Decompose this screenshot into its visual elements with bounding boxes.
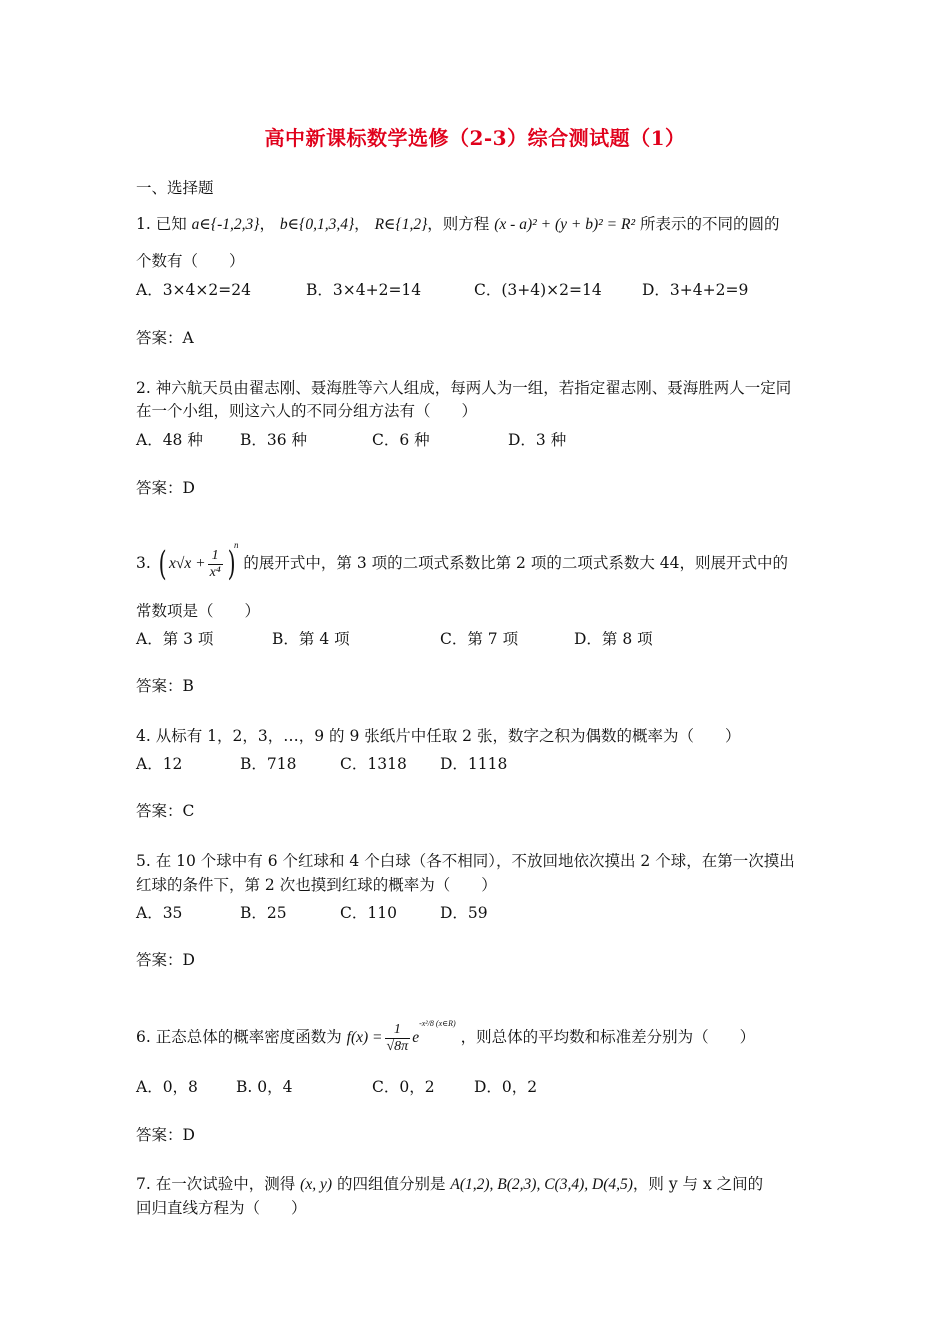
q4-option-a: A．12 bbox=[136, 755, 183, 773]
q6-answer-value: D bbox=[182, 1126, 195, 1144]
right-paren: ) bbox=[227, 544, 236, 585]
question-7-line-1 bbox=[136, 1174, 763, 1195]
question-5-line-1: 5. 在 10 个球中有 6 个红球和 4 个白球（各不相同），不放回地依次摸出 2 个球，在第一次摸出 bbox=[136, 852, 795, 870]
question-1-line-2: 个数有（ ） bbox=[136, 252, 245, 270]
q6-text: ，则总体的平均数和标准差分别为（ ） bbox=[460, 1028, 756, 1047]
q5-option-a: A．35 bbox=[136, 904, 183, 922]
q6-exponent: -x²/8 (x∈R) bbox=[419, 1019, 456, 1028]
q1-equation: (x - a)² + (y + b)² = R² bbox=[494, 216, 636, 233]
q1-answer-value: A bbox=[182, 329, 194, 347]
q5-option-d: D．59 bbox=[440, 904, 488, 922]
question-2-line-2: 在一个小组，则这六人的不同分组方法有（ ） bbox=[136, 402, 478, 420]
question-2-line-1: 2. 神六航天员由翟志刚、聂海胜等六人组成，每两人为一组，若指定翟志刚、聂海胜两人一定同 bbox=[136, 379, 792, 397]
answer-label: 答案： bbox=[136, 479, 183, 497]
q5-answer bbox=[136, 950, 195, 970]
question-3-line-1 bbox=[136, 538, 788, 585]
q2-option-b: B．36 种 bbox=[240, 431, 308, 449]
q1-option-b: B．3×4+2=14 bbox=[306, 281, 422, 299]
q1-set-b: b∈{0,1,3,4} bbox=[279, 216, 355, 233]
left-paren: ( bbox=[158, 544, 167, 585]
q7-prefix: 7. 在一次试验中，测得 bbox=[136, 1175, 296, 1193]
question-4-line-1: 4. 从标有 1，2，3，…，9 的 9 张纸片中任取 2 张，数字之积为偶数的概率为（ ） bbox=[136, 727, 741, 745]
q6-fx: f(x) = bbox=[346, 1029, 383, 1047]
answer-label: 答案： bbox=[136, 1126, 183, 1144]
q7-mid: 的四组值分别是 bbox=[336, 1175, 446, 1193]
q1-set-r: R∈{1,2} bbox=[374, 216, 428, 233]
q6-frac-num: 1 bbox=[385, 1022, 411, 1039]
q3-option-c: C．第 7 项 bbox=[440, 630, 519, 648]
q4-option-b: B．718 bbox=[240, 755, 297, 773]
q3-exponent: n bbox=[233, 540, 239, 550]
q6-option-c: C．0，2 bbox=[372, 1078, 435, 1096]
answer-label: 答案： bbox=[136, 329, 183, 347]
q1-set-a: a∈{-1,2,3} bbox=[191, 216, 260, 233]
q1-option-d: D．3+4+2=9 bbox=[642, 281, 749, 299]
q1-option-a: A．3×4×2=24 bbox=[136, 281, 251, 299]
q3-prefix: 3. bbox=[136, 554, 151, 573]
q4-answer bbox=[136, 801, 194, 821]
question-7-line-2: 回归直线方程为（ ） bbox=[136, 1199, 307, 1217]
q4-option-c: C．1318 bbox=[340, 755, 407, 773]
q3-frac-num: 1 bbox=[208, 548, 223, 565]
q2-option-a: A．48 种 bbox=[136, 431, 203, 449]
page-title: 高中新课标数学选修（2-3）综合测试题（1） bbox=[264, 126, 686, 150]
question-1-line-1: 1. 已知 a∈{-1,2,3}， b∈{0,1,3,4}， R∈{1,2}，则方程 (x - a)² + (y + b)² = R² 所表示的不同的圆的 bbox=[136, 215, 780, 233]
q6-prefix: 6. 正态总体的概率密度函数为 bbox=[136, 1028, 342, 1047]
question-3-line-2: 常数项是（ ） bbox=[136, 602, 261, 620]
q2-option-c: C．6 种 bbox=[372, 431, 430, 449]
q4-option-d: D．1118 bbox=[440, 755, 508, 773]
answer-label: 答案： bbox=[136, 802, 183, 820]
q7-points: A(1,2), B(2,3), C(3,4), D(4,5) bbox=[450, 1176, 633, 1193]
answer-label: 答案： bbox=[136, 677, 183, 695]
q2-answer bbox=[136, 478, 195, 498]
q6-option-b: B. 0，4 bbox=[236, 1078, 293, 1096]
q6-option-d: D．0，2 bbox=[474, 1078, 538, 1096]
q3-answer-value: B bbox=[182, 677, 194, 695]
q5-answer-value: D bbox=[182, 951, 195, 969]
q2-answer-value: D bbox=[182, 479, 195, 497]
q6-answer bbox=[136, 1125, 195, 1145]
q3-option-b: B．第 4 项 bbox=[272, 630, 350, 648]
q5-option-c: C．110 bbox=[340, 904, 397, 922]
q1-option-c: C．(3+4)×2=14 bbox=[474, 281, 602, 299]
q3-answer bbox=[136, 676, 194, 696]
q5-option-b: B．25 bbox=[240, 904, 287, 922]
q6-option-a: A．0，8 bbox=[136, 1078, 198, 1096]
question-6-line-1 bbox=[136, 1012, 755, 1060]
q3-text: 的展开式中，第 3 项的二项式系数比第 2 项的二项式系数大 44，则展开式中的 bbox=[243, 554, 788, 573]
answer-label: 答案： bbox=[136, 951, 183, 969]
q6-frac-den: √8π bbox=[386, 1038, 409, 1054]
q7-tail: ，则 y 与 x 之间的 bbox=[632, 1175, 764, 1193]
q3-option-d: D．第 8 项 bbox=[574, 630, 653, 648]
q2-option-d: D．3 种 bbox=[508, 431, 567, 449]
q1-text-a: 1. 已知 bbox=[136, 215, 187, 233]
q1-answer bbox=[136, 328, 194, 348]
q4-answer-value: C bbox=[182, 802, 195, 820]
section-heading: 一、选择题 bbox=[136, 179, 214, 197]
q3-fraction bbox=[208, 548, 223, 581]
q1-text-b: ，则方程 bbox=[427, 215, 490, 233]
q3-frac-den: x⁴ bbox=[209, 564, 221, 580]
q6-fraction bbox=[385, 1022, 411, 1055]
q3-expr: x√x + bbox=[169, 555, 206, 573]
q1-text-c: 所表示的不同的圆的 bbox=[640, 215, 780, 233]
question-5-line-2: 红球的条件下，第 2 次也摸到红球的概率为（ ） bbox=[136, 876, 497, 894]
q3-option-a: A．第 3 项 bbox=[136, 630, 214, 648]
q6-e: e bbox=[412, 1029, 420, 1047]
q7-pair: (x, y) bbox=[300, 1176, 332, 1193]
